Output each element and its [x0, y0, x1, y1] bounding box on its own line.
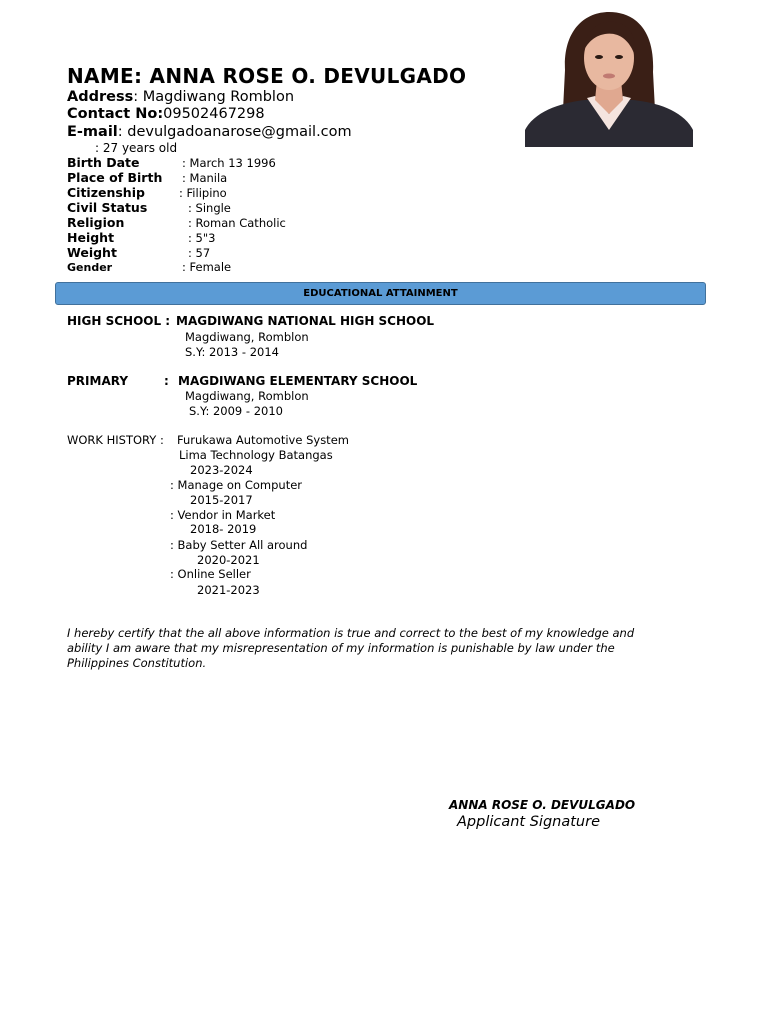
religion-label: Religion — [67, 215, 125, 230]
address-label: Address — [67, 89, 134, 105]
citizenship-label: Citizenship — [67, 185, 145, 200]
weight-value: : 57 — [188, 246, 211, 260]
work-line-4: : Manage on Computer — [170, 478, 303, 492]
civil-status-value: : Single — [188, 201, 231, 215]
birth-date-value: : March 13 1996 — [182, 156, 276, 170]
section-title: EDUCATIONAL ATTAINMENT — [303, 288, 458, 299]
height-value: : 5"3 — [188, 231, 216, 245]
work-line-6: : Vendor in Market — [170, 508, 276, 522]
educational-attainment-header — [55, 282, 706, 305]
applicant-photo — [525, 10, 693, 147]
primary-label: PRIMARY — [67, 374, 129, 388]
applicant-name: NAME: ANNA ROSE O. DEVULGADO — [67, 64, 467, 88]
age-line: : 27 years old — [95, 141, 178, 155]
place-of-birth-value: : Manila — [182, 171, 228, 185]
work-line-11: 2021-2023 — [197, 583, 260, 597]
civil-status-label: Civil Status — [67, 200, 148, 215]
work-line-1: Furukawa Automotive System — [177, 433, 349, 447]
declaration-line-3: Philippines Constitution. — [67, 656, 207, 670]
signature-name: ANNA ROSE O. DEVULGADO — [449, 798, 636, 812]
birth-date-label: Birth Date — [67, 155, 140, 170]
email-line — [67, 124, 352, 140]
primary-sy: S.Y: 2009 - 2010 — [189, 404, 283, 418]
work-line-7: 2018- 2019 — [190, 522, 257, 536]
citizenship-value: : Filipino — [179, 186, 227, 200]
gender-value: : Female — [182, 260, 232, 274]
high-school-sy: S.Y: 2013 - 2014 — [185, 345, 279, 359]
gender-label: Gender — [67, 261, 113, 274]
declaration-line-1: I hereby certify that the all above information is true and correct to the best of my knowledge and — [67, 626, 635, 640]
declaration-text — [67, 626, 677, 671]
work-line-8: : Baby Setter All around — [170, 538, 308, 552]
high-school-place: Magdiwang, Romblon — [185, 330, 309, 344]
work-line-3: 2023-2024 — [190, 463, 253, 477]
contact-label: Contact No: — [67, 106, 164, 122]
signature-title: Applicant Signature — [457, 814, 600, 830]
work-line-9: 2020-2021 — [197, 553, 260, 567]
work-line-5: 2015-2017 — [190, 493, 253, 507]
primary-place: Magdiwang, Romblon — [185, 389, 309, 403]
primary-name: MAGDIWANG ELEMENTARY SCHOOL — [178, 374, 418, 388]
religion-value: : Roman Catholic — [188, 216, 286, 230]
address-line — [67, 89, 294, 105]
place-of-birth-label: Place of Birth — [67, 170, 163, 185]
address-value: : Magdiwang Romblon — [133, 89, 295, 105]
primary-colon: : — [164, 374, 169, 388]
work-line-10: : Online Seller — [170, 567, 251, 581]
high-school-label: HIGH SCHOOL : — [67, 314, 171, 328]
contact-value: 09502467298 — [163, 106, 265, 122]
contact-line — [67, 106, 265, 122]
height-label: Height — [67, 230, 115, 245]
weight-label: Weight — [67, 245, 117, 260]
email-label: E-mail — [67, 124, 118, 140]
work-line-2: Lima Technology Batangas — [179, 448, 333, 462]
declaration-line-2: ability I am aware that my misrepresentation of my information is punishable by law under the — [67, 641, 615, 655]
email-value: : devulgadoanarose@gmail.com — [117, 124, 352, 140]
high-school-name: MAGDIWANG NATIONAL HIGH SCHOOL — [176, 314, 435, 328]
work-history-label: WORK HISTORY : — [67, 433, 164, 447]
